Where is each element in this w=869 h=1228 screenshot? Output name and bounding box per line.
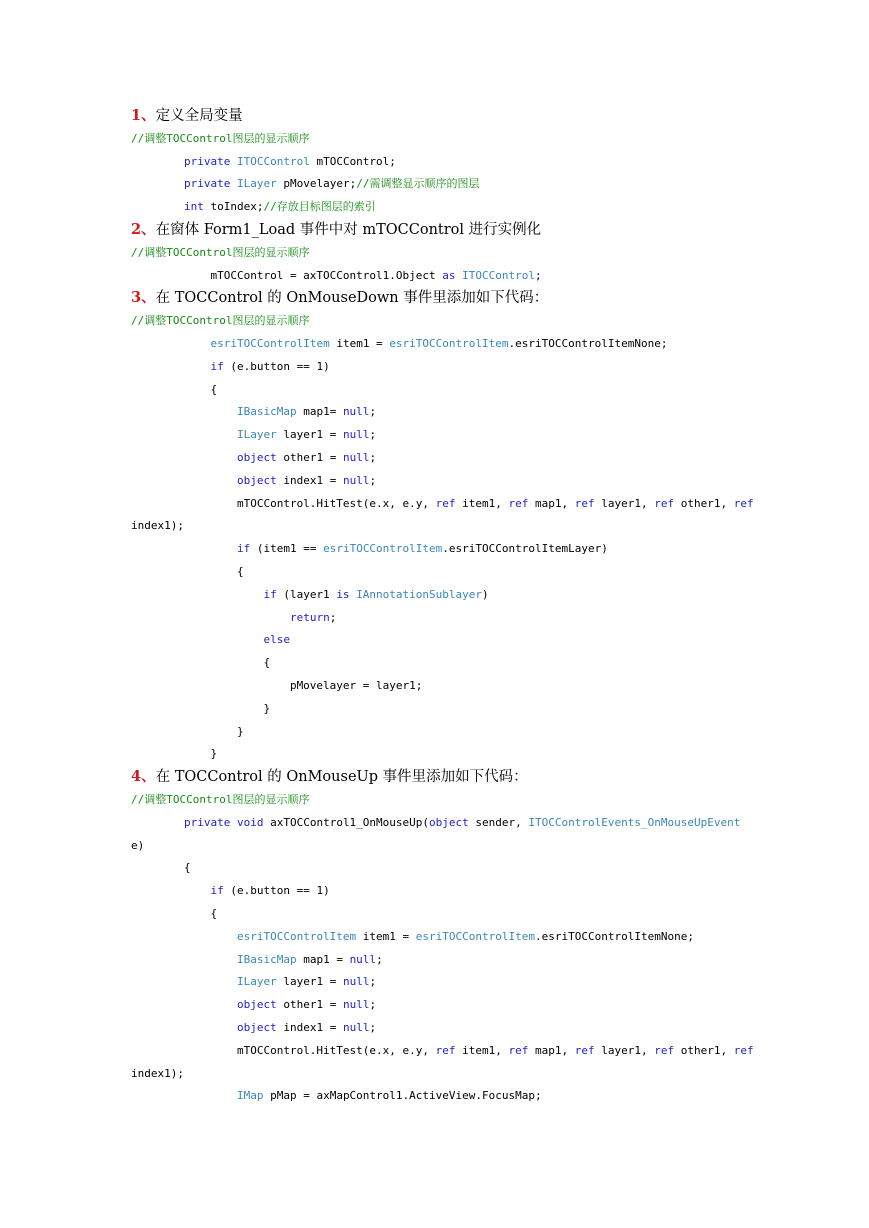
code-line <box>131 1089 542 1103</box>
code-line <box>131 656 270 670</box>
code-text: { <box>131 382 218 396</box>
code-text: pMovelayer; <box>276 177 357 191</box>
code-keyword: private <box>183 154 231 168</box>
code-line <box>131 839 144 853</box>
code-keyword: ref <box>508 496 529 510</box>
code-comment: //调整TOCControl图层的显示顺序 <box>131 314 310 328</box>
heading-number: 1、 <box>131 107 156 124</box>
code-keyword: object <box>236 451 277 464</box>
code-line <box>131 565 244 579</box>
code-line <box>131 884 330 898</box>
code-line <box>131 474 376 488</box>
code-keyword: object <box>236 1021 277 1034</box>
code-type: ITOCControlEvents_OnMouseUpEvent <box>528 815 741 829</box>
code-text: 在 TOCControl 的 OnMouseUp 事件里添加如下代码： <box>155 769 528 786</box>
code-comment: //调整TOCControl图层的显示顺序 <box>131 245 310 259</box>
code-line <box>131 747 217 761</box>
code-line <box>131 360 330 374</box>
code-keyword: if <box>263 587 277 601</box>
code-text: index1 = <box>276 473 343 487</box>
code-line <box>131 975 376 989</box>
code-comment: //调整TOCControl图层的显示顺序 <box>131 793 310 806</box>
code-keyword: object <box>236 998 277 1012</box>
code-keyword: if <box>236 542 251 556</box>
code-line <box>131 861 191 875</box>
code-keyword: object <box>429 815 469 829</box>
code-text: sender, <box>468 815 529 829</box>
code-keyword: null <box>342 428 370 442</box>
code-keyword: private <box>183 177 231 191</box>
code-text: map1= <box>296 405 343 419</box>
code-line <box>131 816 740 830</box>
code-text: other1 = <box>276 998 343 1012</box>
code-line <box>131 383 217 397</box>
section-heading <box>131 768 528 786</box>
code-text: item1, <box>455 496 509 510</box>
code-line <box>131 907 217 921</box>
code-text <box>131 930 237 943</box>
code-line <box>131 930 694 944</box>
code-keyword: null <box>342 1021 370 1034</box>
section-heading <box>131 107 243 125</box>
code-text: ) <box>482 587 489 601</box>
code-text: layer1, <box>594 1043 655 1057</box>
code-text <box>230 155 237 168</box>
code-text: other1, <box>674 1043 734 1057</box>
code-text: mTOCControl = axTOCControl1.Object <box>131 268 443 282</box>
code-text: e) <box>131 838 145 852</box>
heading-number: 2、 <box>131 221 156 238</box>
code-text: (item1 == <box>250 542 324 556</box>
code-keyword: int <box>183 200 204 214</box>
code-text: ; <box>535 268 542 282</box>
code-type: esriTOCControlItem <box>323 542 443 556</box>
code-text: item1 = <box>329 337 390 350</box>
code-line <box>131 337 667 351</box>
code-type: IBasicMap <box>236 952 297 966</box>
code-keyword: ref <box>435 496 456 510</box>
code-type: ILayer <box>236 975 277 989</box>
code-keyword: void <box>236 815 264 829</box>
code-keyword: ref <box>574 1043 595 1057</box>
code-text: mTOCControl; <box>309 154 396 168</box>
code-text <box>131 611 290 624</box>
code-text <box>131 588 263 601</box>
code-line <box>131 1044 754 1058</box>
code-type: ITOCControl <box>462 268 535 282</box>
code-text: ; <box>369 405 377 419</box>
code-text: 在 TOCControl 的 OnMouseDown 事件里添加如下代码： <box>155 290 549 307</box>
code-keyword: is <box>336 587 350 601</box>
code-line <box>131 725 244 739</box>
code-text: ; <box>369 975 377 989</box>
code-keyword: return <box>289 610 330 624</box>
code-text: toIndex; <box>203 200 264 214</box>
code-text: map1 = <box>296 952 350 966</box>
heading-number: 3、 <box>131 289 156 307</box>
code-type: ILayer <box>236 428 277 442</box>
code-line <box>131 679 422 693</box>
code-text: } <box>131 701 271 715</box>
code-text: (layer1 <box>276 587 337 601</box>
code-text <box>131 405 237 418</box>
code-text: ; <box>369 428 377 442</box>
code-keyword: private <box>183 815 231 829</box>
code-text: other1, <box>674 496 734 510</box>
code-text: ; <box>369 451 377 464</box>
heading-number: 4、 <box>131 768 156 786</box>
code-line <box>131 633 290 647</box>
code-line <box>131 588 489 602</box>
code-text <box>131 1089 237 1102</box>
code-text: { <box>131 565 244 578</box>
code-line <box>131 702 270 716</box>
code-text <box>131 337 210 350</box>
code-text: .esriTOCControlItemNone; <box>508 337 668 350</box>
code-keyword: null <box>342 998 370 1012</box>
code-text: other1 = <box>276 451 343 464</box>
code-line <box>131 314 309 328</box>
code-comment: //调整TOCControl图层的显示顺序 <box>131 131 310 145</box>
code-keyword: ref <box>508 1043 529 1057</box>
code-type: esriTOCControlItem <box>389 337 509 350</box>
code-keyword: else <box>263 633 290 647</box>
code-text <box>131 177 184 190</box>
code-line <box>131 998 376 1012</box>
code-line <box>131 793 309 807</box>
code-text <box>131 1021 237 1034</box>
code-type: IAnnotationSublayer <box>356 587 483 601</box>
code-keyword: null <box>349 952 377 966</box>
code-type: IMap <box>236 1089 264 1103</box>
code-type: ITOCControl <box>236 154 310 168</box>
code-text: ; <box>369 998 377 1012</box>
code-text <box>230 177 237 190</box>
code-text: ; <box>329 610 337 624</box>
section-heading <box>131 221 541 239</box>
code-keyword: null <box>342 473 370 487</box>
code-type: IBasicMap <box>236 405 297 419</box>
code-line <box>131 246 309 260</box>
code-text: index1); <box>131 1066 184 1080</box>
code-line <box>131 611 336 625</box>
code-line <box>131 405 376 419</box>
code-text: { <box>131 907 218 920</box>
code-text <box>131 474 237 487</box>
code-type: esriTOCControlItem <box>415 929 536 943</box>
code-text: .esriTOCControlItemLayer) <box>442 542 608 556</box>
code-line <box>131 1067 184 1081</box>
code-text <box>131 998 237 1011</box>
code-line <box>131 177 479 191</box>
code-text: (e.button == 1) <box>223 884 330 898</box>
code-type: esriTOCControlItem <box>236 929 357 943</box>
code-text: map1, <box>528 496 575 510</box>
code-comment: //存放目标图层的索引 <box>263 200 376 214</box>
code-text <box>131 953 237 966</box>
code-text <box>131 428 237 441</box>
code-line <box>131 155 396 169</box>
code-keyword: ref <box>654 496 675 510</box>
code-text <box>230 816 237 829</box>
code-text: layer1, <box>594 496 655 510</box>
code-line <box>131 200 376 214</box>
code-text: .esriTOCControlItemNone; <box>535 929 694 943</box>
code-text: mTOCControl.HitTest(e.x, e.y, <box>131 1043 436 1057</box>
code-text <box>131 884 210 897</box>
section-heading <box>131 289 548 307</box>
code-text <box>131 816 184 829</box>
code-text: { <box>131 656 271 670</box>
code-text: (e.button == 1) <box>223 359 330 373</box>
code-line <box>131 132 309 146</box>
code-comment: //需调整显示顺序的图层 <box>356 177 480 191</box>
code-text: pMovelayer = layer1; <box>131 679 423 692</box>
code-text <box>131 360 210 373</box>
code-text: item1 = <box>356 929 416 943</box>
code-keyword: object <box>236 473 277 487</box>
code-text: layer1 = <box>276 975 343 989</box>
code-line <box>131 497 754 511</box>
code-text: 定义全局变量 <box>155 108 243 124</box>
code-text: index1 = <box>276 1021 343 1034</box>
code-text <box>131 542 237 555</box>
code-keyword: as <box>442 268 456 282</box>
code-text: index1); <box>131 519 184 533</box>
code-line <box>131 1021 376 1035</box>
code-keyword: ref <box>654 1043 675 1057</box>
code-type: esriTOCControlItem <box>210 337 330 350</box>
code-text: ; <box>376 952 383 966</box>
code-text: 在窗体 Form1_Load 事件中对 mTOCControl 进行实例化 <box>155 222 542 238</box>
code-keyword: null <box>342 405 370 419</box>
code-text: map1, <box>528 1043 575 1057</box>
code-keyword: ref <box>733 1043 754 1057</box>
code-text: { <box>131 861 191 875</box>
code-keyword: null <box>342 451 370 464</box>
code-text <box>131 451 237 464</box>
code-line <box>131 428 376 442</box>
code-text <box>131 155 184 168</box>
code-keyword: null <box>342 975 370 989</box>
code-line <box>131 953 383 967</box>
code-line <box>131 451 376 465</box>
code-text <box>131 975 237 988</box>
code-text: } <box>131 747 218 761</box>
code-text <box>131 200 184 213</box>
code-text: item1, <box>455 1043 509 1057</box>
code-text <box>131 633 263 646</box>
code-keyword: ref <box>435 1043 456 1057</box>
code-text: layer1 = <box>276 428 343 442</box>
code-text: ; <box>369 473 377 487</box>
code-text: ; <box>369 1021 377 1034</box>
code-keyword: if <box>210 884 224 898</box>
code-text: } <box>131 724 244 738</box>
code-type: ILayer <box>236 177 277 191</box>
code-line <box>131 269 542 283</box>
code-text: axTOCControl1_OnMouseUp( <box>263 815 430 829</box>
code-keyword: ref <box>733 496 754 510</box>
code-line <box>131 542 608 556</box>
code-text: mTOCControl.HitTest(e.x, e.y, <box>131 496 436 510</box>
code-keyword: if <box>210 359 224 373</box>
code-keyword: ref <box>574 496 595 510</box>
code-line <box>131 519 184 533</box>
code-text: pMap = axMapControl1.ActiveView.FocusMap; <box>263 1089 542 1103</box>
